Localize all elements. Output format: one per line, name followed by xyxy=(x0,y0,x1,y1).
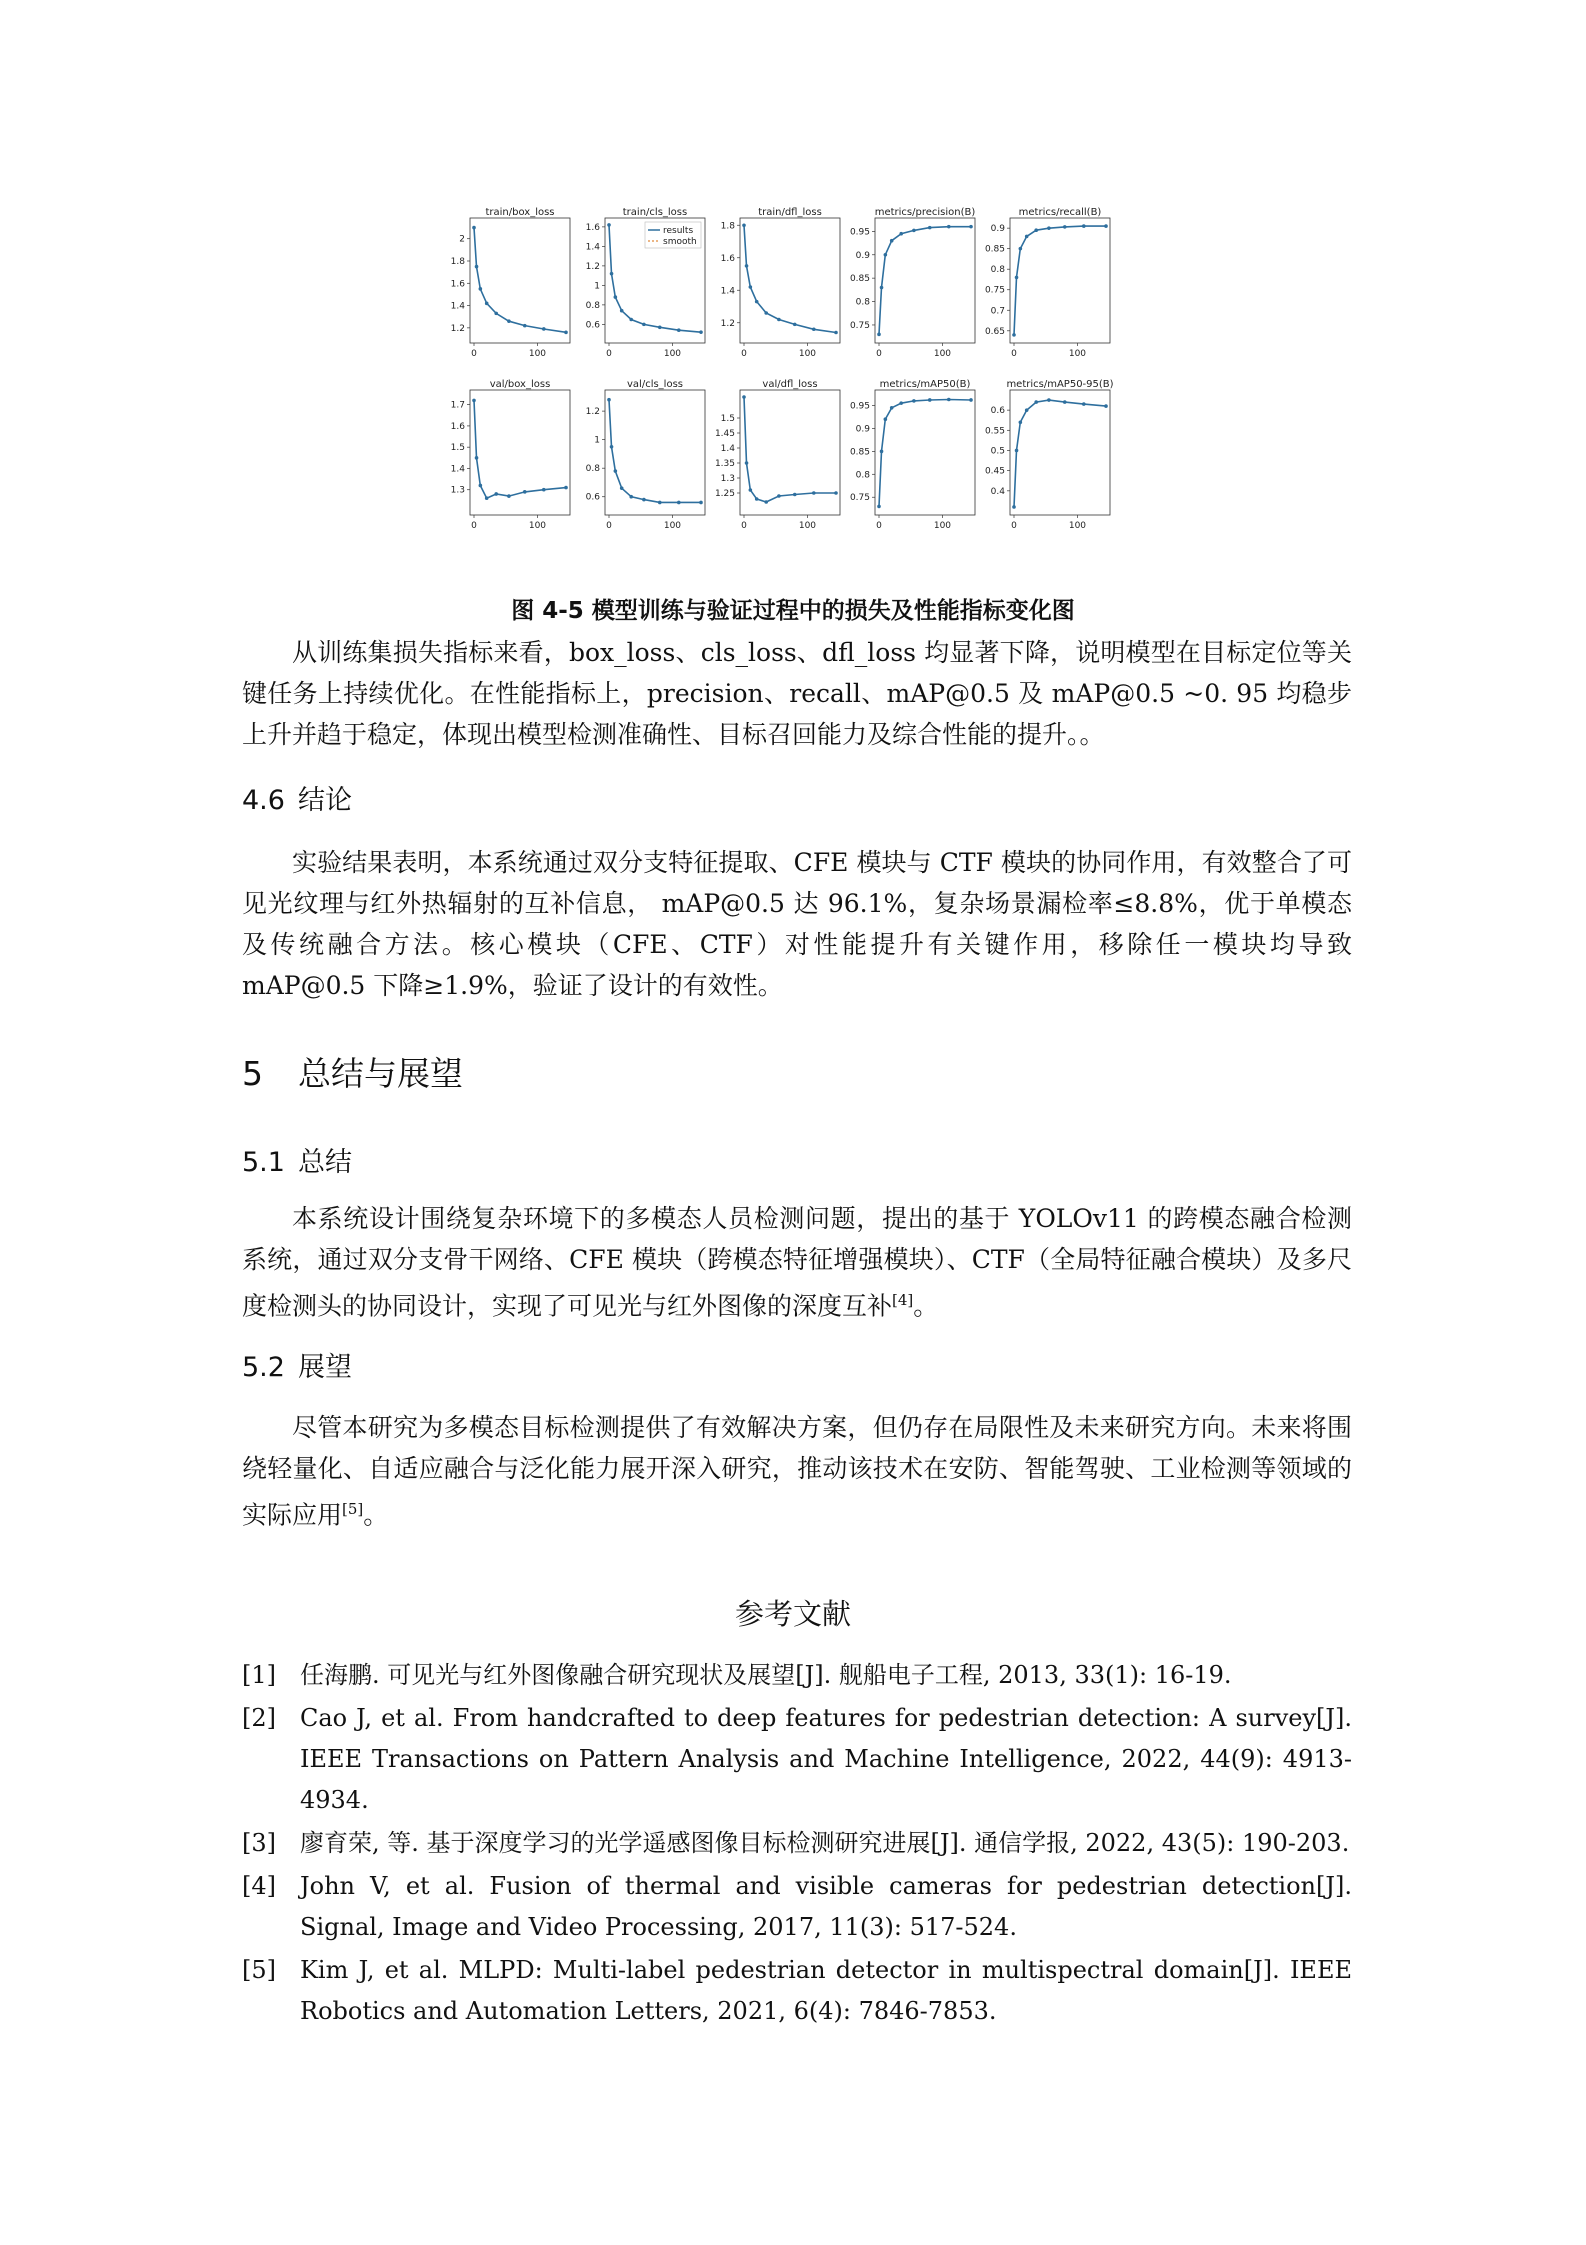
results-line xyxy=(879,227,971,335)
y-tick-label: 0.95 xyxy=(849,227,870,238)
citation-4: [4] xyxy=(892,1291,914,1309)
y-tick-label: 1.8 xyxy=(720,221,735,232)
data-point xyxy=(1082,402,1086,406)
x-tick-label: 100 xyxy=(528,349,547,359)
y-tick-label: 0.45 xyxy=(984,466,1005,477)
y-tick-label: 1.2 xyxy=(450,323,465,334)
data-point xyxy=(677,501,681,505)
analysis-paragraph: 从训练集损失指标来看，box_loss、cls_loss、dfl_loss 均显著下降，说明模型在目标定位等关键任务上持续优化。在性能指标上，precision、recall、mAP@0.5 及 mAP@0.5 ~0. 95 均稳步上升并趋于稳定，体现出模型检测准确性、目标召回能力及综合性能的提升。。 xyxy=(242,638,1352,749)
data-point xyxy=(793,323,797,327)
y-tick-label: 2 xyxy=(459,234,465,245)
data-point xyxy=(928,226,932,230)
reference-item xyxy=(242,1823,1352,1864)
summary-paragraph xyxy=(242,1198,1352,1326)
y-tick-label: 0.75 xyxy=(849,320,870,331)
subplot-title: train/cls_loss xyxy=(622,207,688,218)
data-point xyxy=(777,494,781,498)
x-tick-label: 100 xyxy=(1068,349,1087,359)
data-point xyxy=(614,469,618,473)
data-point xyxy=(877,505,881,509)
data-point xyxy=(745,264,749,268)
x-tick-label: 100 xyxy=(663,349,682,359)
data-point xyxy=(485,496,489,500)
data-point xyxy=(1012,505,1016,509)
subplot-train-box-loss xyxy=(451,207,570,359)
reference-text: Cao J, et al. From handcrafted to deep features for pedestrian detection: A survey[J]. IEEE Transactions on Pattern Analysis and Machine Intelligence, 2022, 44(9): 4913-4934. xyxy=(300,1704,1352,1814)
subplot-frame xyxy=(1010,390,1110,515)
x-tick-label: 100 xyxy=(663,521,682,531)
y-tick-label: 0.75 xyxy=(984,285,1005,296)
data-point xyxy=(699,330,703,334)
reference-label: [3] xyxy=(242,1829,276,1857)
results-line xyxy=(879,400,971,507)
y-tick-label: 0.8 xyxy=(585,300,600,311)
y-tick-label: 1.5 xyxy=(450,443,465,454)
y-tick-label: 1.6 xyxy=(720,253,735,264)
section-4-6-heading xyxy=(242,778,352,817)
y-tick-label: 1 xyxy=(594,281,600,292)
y-tick-label: 1.6 xyxy=(450,421,465,432)
y-tick-label: 0.6 xyxy=(990,406,1005,417)
data-point xyxy=(764,311,768,315)
data-point xyxy=(1019,420,1023,424)
data-point xyxy=(642,323,646,327)
data-point xyxy=(1104,404,1108,408)
data-point xyxy=(564,486,568,490)
y-tick-label: 1.3 xyxy=(450,485,465,496)
y-tick-label: 1.45 xyxy=(714,429,735,439)
data-point xyxy=(755,300,759,304)
data-point xyxy=(472,399,476,403)
subplot-val-box-loss xyxy=(451,379,570,531)
data-point xyxy=(607,398,611,402)
x-tick-label: 0 xyxy=(1011,349,1017,359)
subplot-title: train/box_loss xyxy=(485,207,555,218)
legend xyxy=(645,222,701,248)
subplot-frame xyxy=(740,218,840,343)
data-point xyxy=(742,223,746,227)
y-tick-label: 0.65 xyxy=(984,326,1005,337)
data-point xyxy=(880,286,884,290)
data-point xyxy=(899,401,903,405)
data-point xyxy=(899,232,903,236)
reference-list xyxy=(242,1655,1352,2034)
section-5-2-heading xyxy=(242,1345,352,1384)
y-tick-label: 1.4 xyxy=(585,242,600,253)
data-point xyxy=(1082,224,1086,228)
subplot-metrics-map50-b- xyxy=(850,379,975,531)
data-point xyxy=(564,331,568,335)
reference-text: Kim J, et al. MLPD: Multi-label pedestrian detector in multispectral domain[J]. IEEE Robotics and Automation Letters, 2021, 6(4): 7846-7853. xyxy=(300,1956,1352,2025)
data-point xyxy=(749,488,753,492)
data-point xyxy=(969,225,973,229)
data-point xyxy=(475,456,479,460)
data-point xyxy=(479,287,483,291)
subplot-title: metrics/precision(B) xyxy=(874,207,976,218)
data-point xyxy=(523,490,527,494)
y-tick-label: 0.8 xyxy=(585,464,600,475)
data-point xyxy=(479,484,483,488)
data-point xyxy=(947,225,951,229)
y-tick-label: 0.6 xyxy=(585,492,600,503)
reference-label: [2] xyxy=(242,1704,276,1732)
data-point xyxy=(745,461,749,465)
data-point xyxy=(912,399,916,403)
x-tick-label: 0 xyxy=(876,521,882,531)
subplot-frame xyxy=(875,390,975,515)
y-tick-label: 1.6 xyxy=(585,222,600,233)
section-title: 总结 xyxy=(298,1147,352,1178)
data-point xyxy=(1063,225,1067,229)
data-point xyxy=(1047,398,1051,402)
figure-caption: 图 4-5 模型训练与验证过程中的损失及性能指标变化图 xyxy=(511,598,1075,624)
y-tick-label: 0.9 xyxy=(855,250,870,261)
y-tick-label: 1.4 xyxy=(720,286,735,297)
y-tick-label: 1.3 xyxy=(720,474,735,484)
y-tick-label: 0.6 xyxy=(585,320,600,331)
section-number: 5.1 xyxy=(242,1147,285,1178)
subplot-metrics-recall-b- xyxy=(985,207,1110,359)
x-tick-label: 0 xyxy=(741,349,747,359)
results-line xyxy=(474,228,566,333)
data-point xyxy=(947,398,951,402)
data-point xyxy=(764,500,768,504)
outlook-text: 尽管本研究为多模态目标检测提供了有效解决方案，但仍存在局限性及未来研究方向。未来将围绕轻量化、自适应融合与泛化能力展开深入研究，推动该技术在安防、智能驾驶、工业检测等领域的实际应用 xyxy=(242,1413,1352,1530)
subplot-val-dfl-loss xyxy=(715,379,840,531)
outlook-paragraph xyxy=(242,1407,1352,1535)
data-point xyxy=(749,285,753,289)
data-point xyxy=(1063,400,1067,404)
subplot-title: val/box_loss xyxy=(489,379,551,390)
y-tick-label: 1.5 xyxy=(720,414,735,424)
data-point xyxy=(475,265,479,269)
data-point xyxy=(507,319,511,323)
data-point xyxy=(494,312,498,316)
subplot-title: val/cls_loss xyxy=(627,379,683,390)
data-point xyxy=(610,272,614,276)
section-title: 展望 xyxy=(298,1352,352,1383)
y-tick-label: 1.2 xyxy=(585,407,600,418)
reference-item xyxy=(242,1950,1352,2032)
section-title: 结论 xyxy=(298,785,352,816)
data-point xyxy=(507,494,511,498)
legend-label: results xyxy=(663,226,694,236)
data-point xyxy=(1047,226,1051,230)
y-tick-label: 1.4 xyxy=(450,301,465,312)
subplot-title: train/dfl_loss xyxy=(758,207,822,218)
subplot-title: val/dfl_loss xyxy=(762,379,818,390)
y-tick-label: 1 xyxy=(594,435,600,446)
subplot-title: metrics/mAP50(B) xyxy=(879,379,971,390)
data-point xyxy=(812,327,816,331)
data-point xyxy=(607,223,611,227)
data-point xyxy=(834,331,838,335)
reference-label: [5] xyxy=(242,1956,276,1984)
reference-text: 任海鹏. 可见光与红外图像融合研究现状及展望[J]. 舰船电子工程, 2013, 33(1): 16-19. xyxy=(300,1661,1232,1689)
x-tick-label: 0 xyxy=(606,349,612,359)
x-tick-label: 100 xyxy=(933,349,952,359)
reference-item xyxy=(242,1698,1352,1821)
y-tick-label: 0.95 xyxy=(849,401,870,412)
y-tick-label: 1.35 xyxy=(714,459,735,469)
x-tick-label: 0 xyxy=(741,521,747,531)
subplot-val-cls-loss xyxy=(586,379,705,531)
y-tick-label: 0.7 xyxy=(990,306,1005,317)
x-tick-label: 0 xyxy=(1011,521,1017,531)
data-point xyxy=(1015,449,1019,453)
y-tick-label: 1.8 xyxy=(450,257,465,267)
data-point xyxy=(1025,235,1029,239)
data-point xyxy=(642,498,646,502)
summary-text: 本系统设计围绕复杂环境下的多模态人员检测问题，提出的基于 YOLOv11 的跨模态融合检测系统，通过双分支骨干网络、CFE 模块（跨模态特征增强模块）、CTF（全局特征融合模块）及多尺度检测头的协同设计，实现了可见光与红外图像的深度互补 xyxy=(242,1204,1352,1321)
data-point xyxy=(877,333,881,337)
data-point xyxy=(1104,224,1108,228)
subplot-frame xyxy=(875,218,975,343)
data-point xyxy=(912,229,916,233)
data-point xyxy=(755,497,759,501)
results-line xyxy=(744,397,836,502)
summary-end: 。 xyxy=(913,1291,939,1321)
y-tick-label: 1.2 xyxy=(720,318,735,329)
x-tick-label: 0 xyxy=(471,349,477,359)
results-line xyxy=(744,225,836,332)
x-tick-label: 100 xyxy=(933,521,952,531)
section-number: 4.6 xyxy=(242,785,285,816)
data-point xyxy=(1034,400,1038,404)
data-point xyxy=(880,450,884,454)
y-tick-label: 0.9 xyxy=(855,424,870,435)
data-point xyxy=(629,495,633,499)
subplot-metrics-map50-95-b- xyxy=(985,379,1114,531)
data-point xyxy=(485,302,489,306)
data-point xyxy=(890,406,894,410)
y-tick-label: 0.9 xyxy=(990,224,1005,235)
references-title: 参考文献 xyxy=(734,1597,851,1631)
y-tick-label: 0.85 xyxy=(984,244,1005,255)
x-tick-label: 100 xyxy=(798,349,817,359)
y-tick-label: 1.4 xyxy=(450,464,465,475)
training-metrics-plot-grid xyxy=(440,205,1140,550)
data-point xyxy=(610,445,614,449)
reference-label: [1] xyxy=(242,1661,276,1689)
data-point xyxy=(677,328,681,332)
x-tick-label: 0 xyxy=(876,349,882,359)
data-point xyxy=(884,253,888,257)
training-metrics-figure xyxy=(440,205,1140,550)
results-line xyxy=(474,400,566,498)
subplot-train-dfl-loss xyxy=(721,207,840,359)
y-tick-label: 0.8 xyxy=(990,265,1005,276)
data-point xyxy=(494,492,498,496)
data-point xyxy=(614,295,618,299)
section-5-1-heading xyxy=(242,1140,352,1179)
data-point xyxy=(793,493,797,497)
reference-item xyxy=(242,1655,1352,1696)
y-tick-label: 0.8 xyxy=(855,297,870,308)
x-tick-label: 100 xyxy=(1068,521,1087,531)
data-point xyxy=(542,327,546,331)
data-point xyxy=(1034,228,1038,232)
data-point xyxy=(1015,276,1019,280)
data-point xyxy=(620,309,624,313)
subplot-metrics-precision-b- xyxy=(850,207,975,359)
data-point xyxy=(890,239,894,243)
x-tick-label: 100 xyxy=(528,521,547,531)
x-tick-label: 100 xyxy=(798,521,817,531)
reference-text: 廖育荣, 等. 基于深度学习的光学遥感图像目标检测研究进展[J]. 通信学报, 2022, 43(5): 190-203. xyxy=(300,1829,1350,1857)
data-point xyxy=(834,491,838,495)
y-tick-label: 0.5 xyxy=(990,446,1005,457)
data-point xyxy=(523,324,527,328)
y-tick-label: 1.25 xyxy=(714,489,735,499)
data-point xyxy=(812,491,816,495)
data-point xyxy=(777,318,781,322)
data-point xyxy=(699,501,703,505)
chapter-title: 总结与展望 xyxy=(298,1054,463,1093)
reference-item xyxy=(242,1866,1352,1948)
data-point xyxy=(742,395,746,399)
reference-text: John V, et al. Fusion of thermal and visible cameras for pedestrian detection[J]. Signal, Image and Video Processing, 2017, 11(3): 517-524. xyxy=(300,1872,1352,1941)
y-tick-label: 0.4 xyxy=(990,486,1005,497)
y-tick-label: 1.7 xyxy=(450,400,465,411)
reference-label: [4] xyxy=(242,1872,276,1900)
y-tick-label: 0.85 xyxy=(849,274,870,285)
citation-5: [5] xyxy=(342,1500,364,1518)
data-point xyxy=(1012,333,1016,337)
data-point xyxy=(884,417,888,421)
subplot-title: metrics/recall(B) xyxy=(1018,207,1102,218)
y-tick-label: 1.4 xyxy=(720,444,735,454)
data-point xyxy=(658,501,662,505)
x-tick-label: 0 xyxy=(471,521,477,531)
y-tick-label: 0.55 xyxy=(984,426,1005,437)
outlook-end: 。 xyxy=(363,1500,389,1530)
data-point xyxy=(542,488,546,492)
subplot-train-cls-loss xyxy=(586,207,705,359)
data-point xyxy=(472,226,476,230)
data-point xyxy=(928,398,932,402)
data-point xyxy=(1025,408,1029,412)
results-line xyxy=(1014,400,1106,507)
y-tick-label: 0.85 xyxy=(849,447,870,458)
x-tick-label: 0 xyxy=(606,521,612,531)
y-tick-label: 1.2 xyxy=(585,261,600,272)
subplot-title: metrics/mAP50-95(B) xyxy=(1006,379,1114,390)
y-tick-label: 1.6 xyxy=(450,279,465,290)
data-point xyxy=(969,398,973,402)
subplot-frame xyxy=(605,390,705,515)
section-number: 5.2 xyxy=(242,1352,285,1383)
data-point xyxy=(658,326,662,330)
results-line xyxy=(1014,226,1106,335)
legend-label: smooth xyxy=(663,237,697,247)
data-point xyxy=(620,486,624,490)
data-point xyxy=(629,318,633,322)
data-point xyxy=(1019,247,1023,251)
y-tick-label: 0.75 xyxy=(849,493,870,504)
conclusion-paragraph: 实验结果表明，本系统通过双分支特征提取、CFE 模块与 CTF 模块的协同作用，有效整合了可见光纹理与红外热辐射的互补信息， mAP@0.5 达 96.1%，复杂场景漏检率≤8.8%，优于单模态及传统融合方法。核心模块（CFE、CTF）对性能提升有关键作用，移除任一模块均导致 mAP@0.5 下降≥1.9%，验证了设计的有效性。 xyxy=(242,848,1352,1000)
chapter-5-heading xyxy=(242,1048,463,1095)
y-tick-label: 0.8 xyxy=(855,470,870,481)
chapter-number: 5 xyxy=(242,1054,263,1093)
